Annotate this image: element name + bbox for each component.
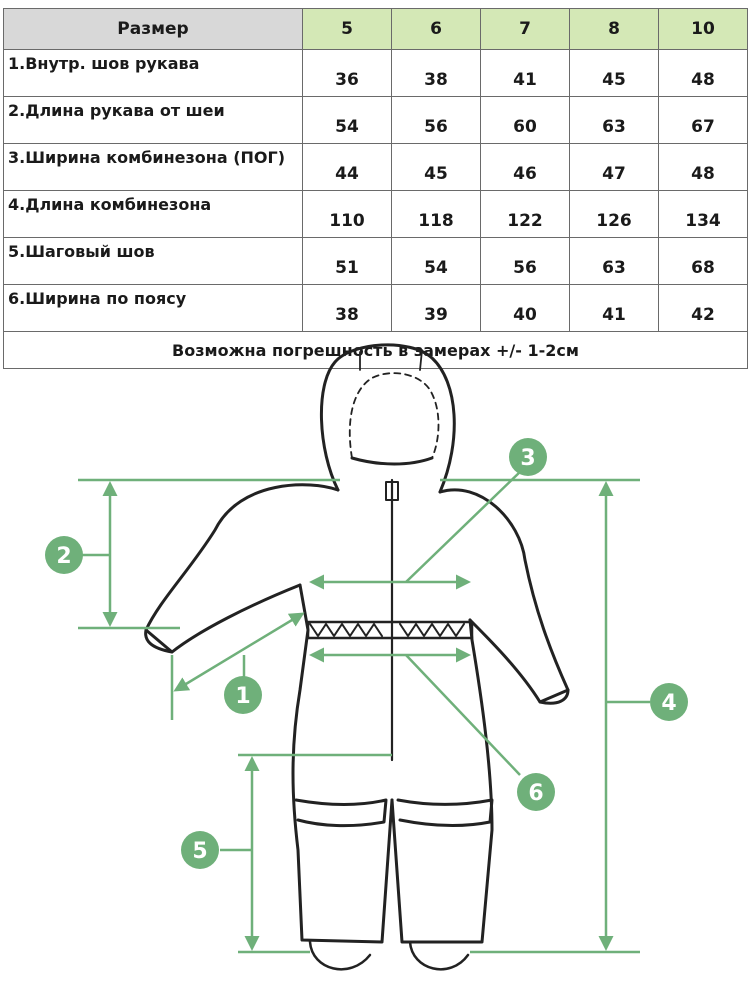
measurement-value: 48 bbox=[659, 144, 748, 191]
measurement-name: 2.Длина рукава от шеи bbox=[4, 97, 303, 144]
measurement-note: Возможна погрешность в замерах +/- 1-2см bbox=[4, 332, 748, 369]
measurement-value: 38 bbox=[392, 50, 481, 97]
size-column-header: 10 bbox=[659, 9, 748, 50]
measurement-name: 3.Ширина комбинезона (ПОГ) bbox=[4, 144, 303, 191]
marker-2 bbox=[45, 536, 83, 574]
measurement-name: 4.Длина комбинезона bbox=[4, 191, 303, 238]
marker-6 bbox=[517, 773, 555, 811]
measurement-name: 6.Ширина по поясу bbox=[4, 285, 303, 332]
table-row bbox=[4, 238, 748, 285]
measurement-value: 48 bbox=[659, 50, 748, 97]
marker-1 bbox=[224, 676, 262, 714]
measurement-value: 122 bbox=[481, 191, 570, 238]
measurement-value: 41 bbox=[570, 285, 659, 332]
marker-4-label: 4 bbox=[661, 691, 677, 716]
measurement-guides bbox=[78, 470, 650, 952]
size-column-header: 8 bbox=[570, 9, 659, 50]
measurement-value: 54 bbox=[392, 238, 481, 285]
measurement-value: 45 bbox=[570, 50, 659, 97]
measurement-value: 47 bbox=[570, 144, 659, 191]
size-column-header: 5 bbox=[303, 9, 392, 50]
marker-3 bbox=[509, 438, 547, 476]
measurement-value: 134 bbox=[659, 191, 748, 238]
measurement-value: 42 bbox=[659, 285, 748, 332]
jumpsuit-diagram bbox=[0, 330, 750, 1000]
measurement-value: 40 bbox=[481, 285, 570, 332]
table-row bbox=[4, 144, 748, 191]
measurement-value: 44 bbox=[303, 144, 392, 191]
measurement-value: 51 bbox=[303, 238, 392, 285]
marker-2-label: 2 bbox=[56, 544, 72, 569]
measurement-value: 36 bbox=[303, 50, 392, 97]
measurement-name: 1.Внутр. шов рукава bbox=[4, 50, 303, 97]
marker-5-label: 5 bbox=[192, 839, 208, 864]
jumpsuit-outline bbox=[146, 345, 568, 969]
marker-4 bbox=[650, 683, 688, 721]
measurement-value: 110 bbox=[303, 191, 392, 238]
measurement-value: 67 bbox=[659, 97, 748, 144]
table-row bbox=[4, 97, 748, 144]
measurement-value: 46 bbox=[481, 144, 570, 191]
size-table bbox=[3, 8, 748, 369]
table-header-row bbox=[4, 9, 748, 50]
measurement-value: 60 bbox=[481, 97, 570, 144]
measurement-name: 5.Шаговый шов bbox=[4, 238, 303, 285]
table-row bbox=[4, 285, 748, 332]
measurement-value: 54 bbox=[303, 97, 392, 144]
measurement-value: 45 bbox=[392, 144, 481, 191]
measurement-value: 41 bbox=[481, 50, 570, 97]
measurement-value: 39 bbox=[392, 285, 481, 332]
measurement-value: 126 bbox=[570, 191, 659, 238]
size-column-header: 7 bbox=[481, 9, 570, 50]
measurement-value: 118 bbox=[392, 191, 481, 238]
size-column-header: 6 bbox=[392, 9, 481, 50]
measurement-value: 63 bbox=[570, 238, 659, 285]
measurement-value: 38 bbox=[303, 285, 392, 332]
measurement-value: 63 bbox=[570, 97, 659, 144]
marker-5 bbox=[181, 831, 219, 869]
table-row bbox=[4, 191, 748, 238]
measurement-value: 56 bbox=[481, 238, 570, 285]
measurement-value: 56 bbox=[392, 97, 481, 144]
marker-6-label: 6 bbox=[528, 781, 544, 806]
marker-1-label: 1 bbox=[235, 684, 251, 709]
size-header-label: Размер bbox=[4, 9, 303, 50]
table-row bbox=[4, 50, 748, 97]
marker-3-label: 3 bbox=[520, 446, 536, 471]
measurement-value: 68 bbox=[659, 238, 748, 285]
